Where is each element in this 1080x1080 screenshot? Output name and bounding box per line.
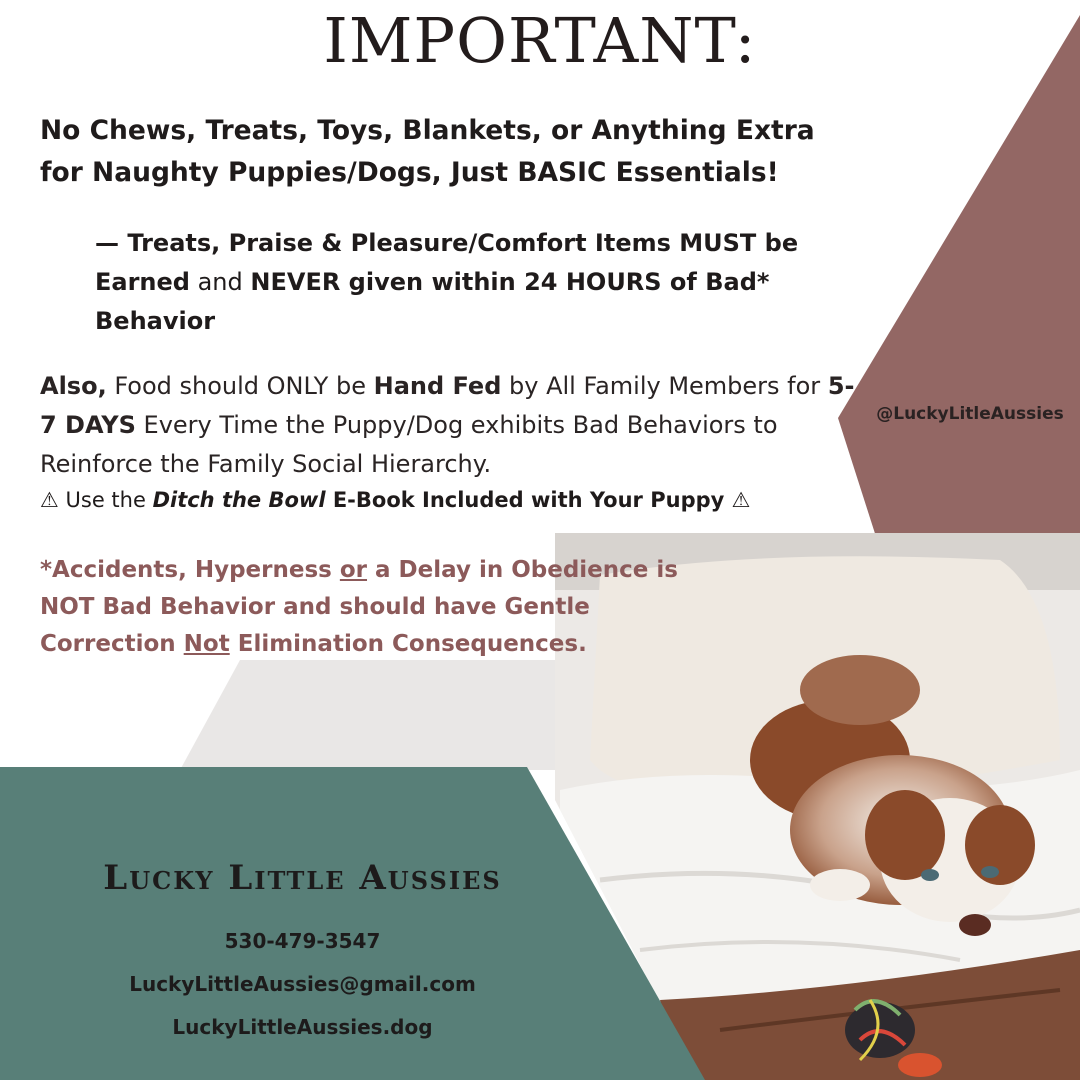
- hand-fed-paragraph: [40, 367, 860, 484]
- ebook-warning: [40, 484, 860, 516]
- hand-fed-emphasis: Hand Fed: [373, 372, 502, 400]
- also-text-2: by All Family Members for: [501, 372, 828, 400]
- also-text-3: Every Time the Puppy/Dog exhibits Bad Behaviors to Reinforce the Family Social Hierarchy.: [40, 411, 778, 478]
- warning-icon: ⚠: [40, 488, 59, 512]
- earned-rule-part-1: — Treats, Praise & Pleasure/Comfort Items MUST be Earned: [95, 229, 799, 296]
- earned-rule-part-3: NEVER given within 24 HOURS of Bad* Behavior: [95, 268, 770, 335]
- note-not: Not: [183, 631, 230, 657]
- days-emphasis: 5-7 DAYS: [40, 372, 855, 439]
- page-title: IMPORTANT:: [323, 4, 757, 77]
- warning-text-2: E-Book Included with Your Puppy: [325, 488, 732, 512]
- accidents-note: [40, 552, 700, 663]
- earned-rule: [95, 224, 815, 341]
- brand-name: Lucky Little Aussies: [103, 858, 502, 898]
- headline-line-1: No Chews, Treats, Toys, Blankets, or Anything Extra: [40, 115, 815, 146]
- note-or: or: [339, 557, 368, 583]
- email-address[interactable]: LuckyLittleAussies@gmail.com: [129, 972, 476, 996]
- warning-icon: ⚠: [731, 488, 751, 512]
- note-part-2: a Delay in Obedience is NOT Bad Behavior and should have Gentle Correction: [40, 557, 678, 657]
- headline: [40, 110, 860, 194]
- earned-rule-part-2: and: [189, 268, 251, 296]
- headline-line-2: for Naughty Puppies/Dogs, Just BASIC Essentials!: [40, 157, 779, 188]
- note-part-1: *Accidents, Hyperness: [40, 557, 340, 583]
- note-part-3: Elimination Consequences.: [229, 631, 587, 657]
- warning-text-1: Use the: [58, 488, 153, 512]
- also-label: Also,: [40, 372, 107, 400]
- ebook-title: Ditch the Bowl: [152, 488, 326, 512]
- website-link[interactable]: LuckyLittleAussies.dog: [172, 1015, 433, 1039]
- social-handle[interactable]: @LuckyLitleAussies: [876, 404, 1064, 424]
- phone-number[interactable]: 530-479-3547: [224, 929, 381, 953]
- also-text-1: Food should ONLY be: [106, 372, 374, 400]
